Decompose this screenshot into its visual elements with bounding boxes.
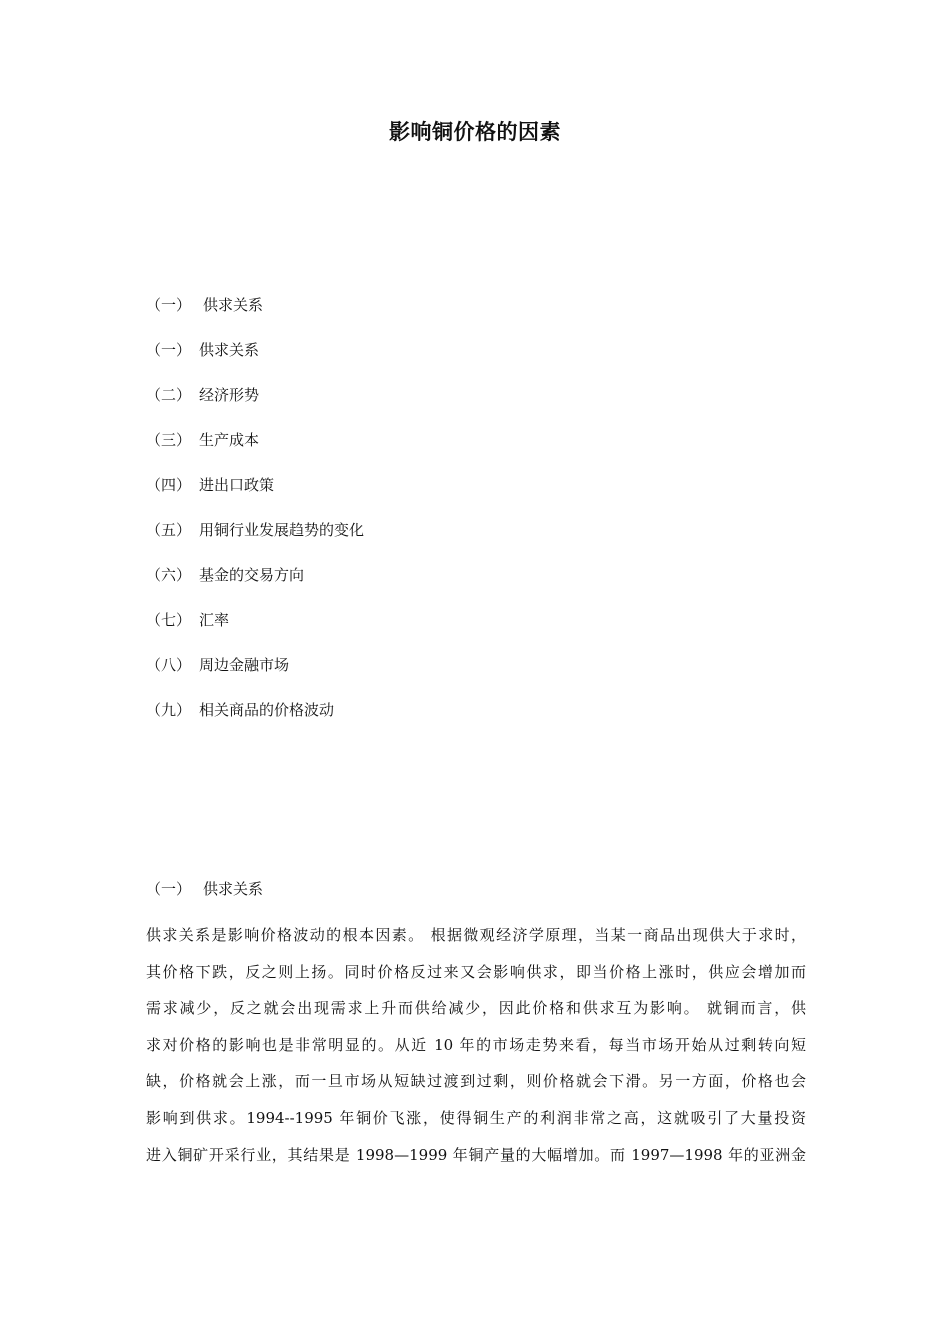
toc-item-text: 基金的交易方向: [199, 566, 305, 584]
toc-item-text: 经济形势: [199, 386, 260, 404]
toc-item-number: （六）: [146, 566, 192, 584]
body-line: 进入铜矿开采行业，其结果是 1998—1999 年铜产量的大幅增加。而 1997—1998 年的亚洲金: [146, 1145, 806, 1164]
toc-item-text: 汇率: [199, 611, 230, 629]
toc-item-text: 进出口政策: [199, 476, 275, 494]
section-heading-number: （一）: [146, 880, 192, 898]
toc-item-text: 供求关系: [203, 296, 264, 314]
toc-item: [146, 380, 364, 425]
toc-item-number: （九）: [146, 701, 192, 719]
body-line: 求对价格的影响也是非常明显的。从近 10 年的市场走势来看，每当市场开始从过剩转向短: [146, 1035, 806, 1054]
body-line: 供求关系是影响价格波动的根本因素。 根据微观经济学原理，当某一商品出现供大于求时，: [146, 926, 806, 944]
toc-item-number: （二）: [146, 386, 192, 404]
toc-item-text: 生产成本: [199, 431, 260, 449]
toc-item-number: （八）: [146, 656, 192, 674]
toc-item: [146, 335, 364, 380]
toc-item: [146, 605, 364, 650]
toc-item: [146, 650, 364, 695]
toc-item-text: 相关商品的价格波动: [199, 701, 335, 719]
body-line: 其价格下跌，反之则上扬。同时价格反过来又会影响供求，即当价格上涨时，供应会增加而: [146, 962, 806, 981]
body-line: 缺，价格就会上涨，而一旦市场从短缺过渡到过剩，则价格就会下滑。另一方面，价格也会: [146, 1072, 806, 1091]
toc-item: [146, 470, 364, 515]
toc-item-number: （七）: [146, 611, 192, 629]
toc-item-text: 用铜行业发展趋势的变化: [199, 521, 365, 539]
toc-item-number: （五）: [146, 521, 192, 539]
toc-item-number: （四）: [146, 476, 192, 494]
toc-item: [146, 560, 364, 605]
toc-item: [146, 425, 364, 470]
toc-item-number: （一）: [146, 296, 192, 314]
document-title: 影响铜价格的因素: [389, 120, 561, 144]
table-of-contents: [146, 290, 364, 740]
section-body: [146, 917, 806, 1173]
section-heading: [146, 874, 263, 904]
toc-item: [146, 290, 364, 335]
body-line: 影响到供求。1994--1995 年铜价飞涨，使得铜生产的利润非常之高，这就吸引了大量投资: [146, 1108, 806, 1127]
toc-item: [146, 695, 364, 740]
toc-item-text: 供求关系: [199, 341, 260, 359]
section-heading-text: 供求关系: [203, 880, 264, 898]
toc-item-text: 周边金融市场: [199, 656, 290, 674]
toc-item-number: （三）: [146, 431, 192, 449]
toc-item-number: （一）: [146, 341, 192, 359]
body-line: 需求减少，反之就会出现需求上升而供给减少，因此价格和供求互为影响。 就铜而言，供: [146, 999, 806, 1018]
toc-item: [146, 515, 364, 560]
